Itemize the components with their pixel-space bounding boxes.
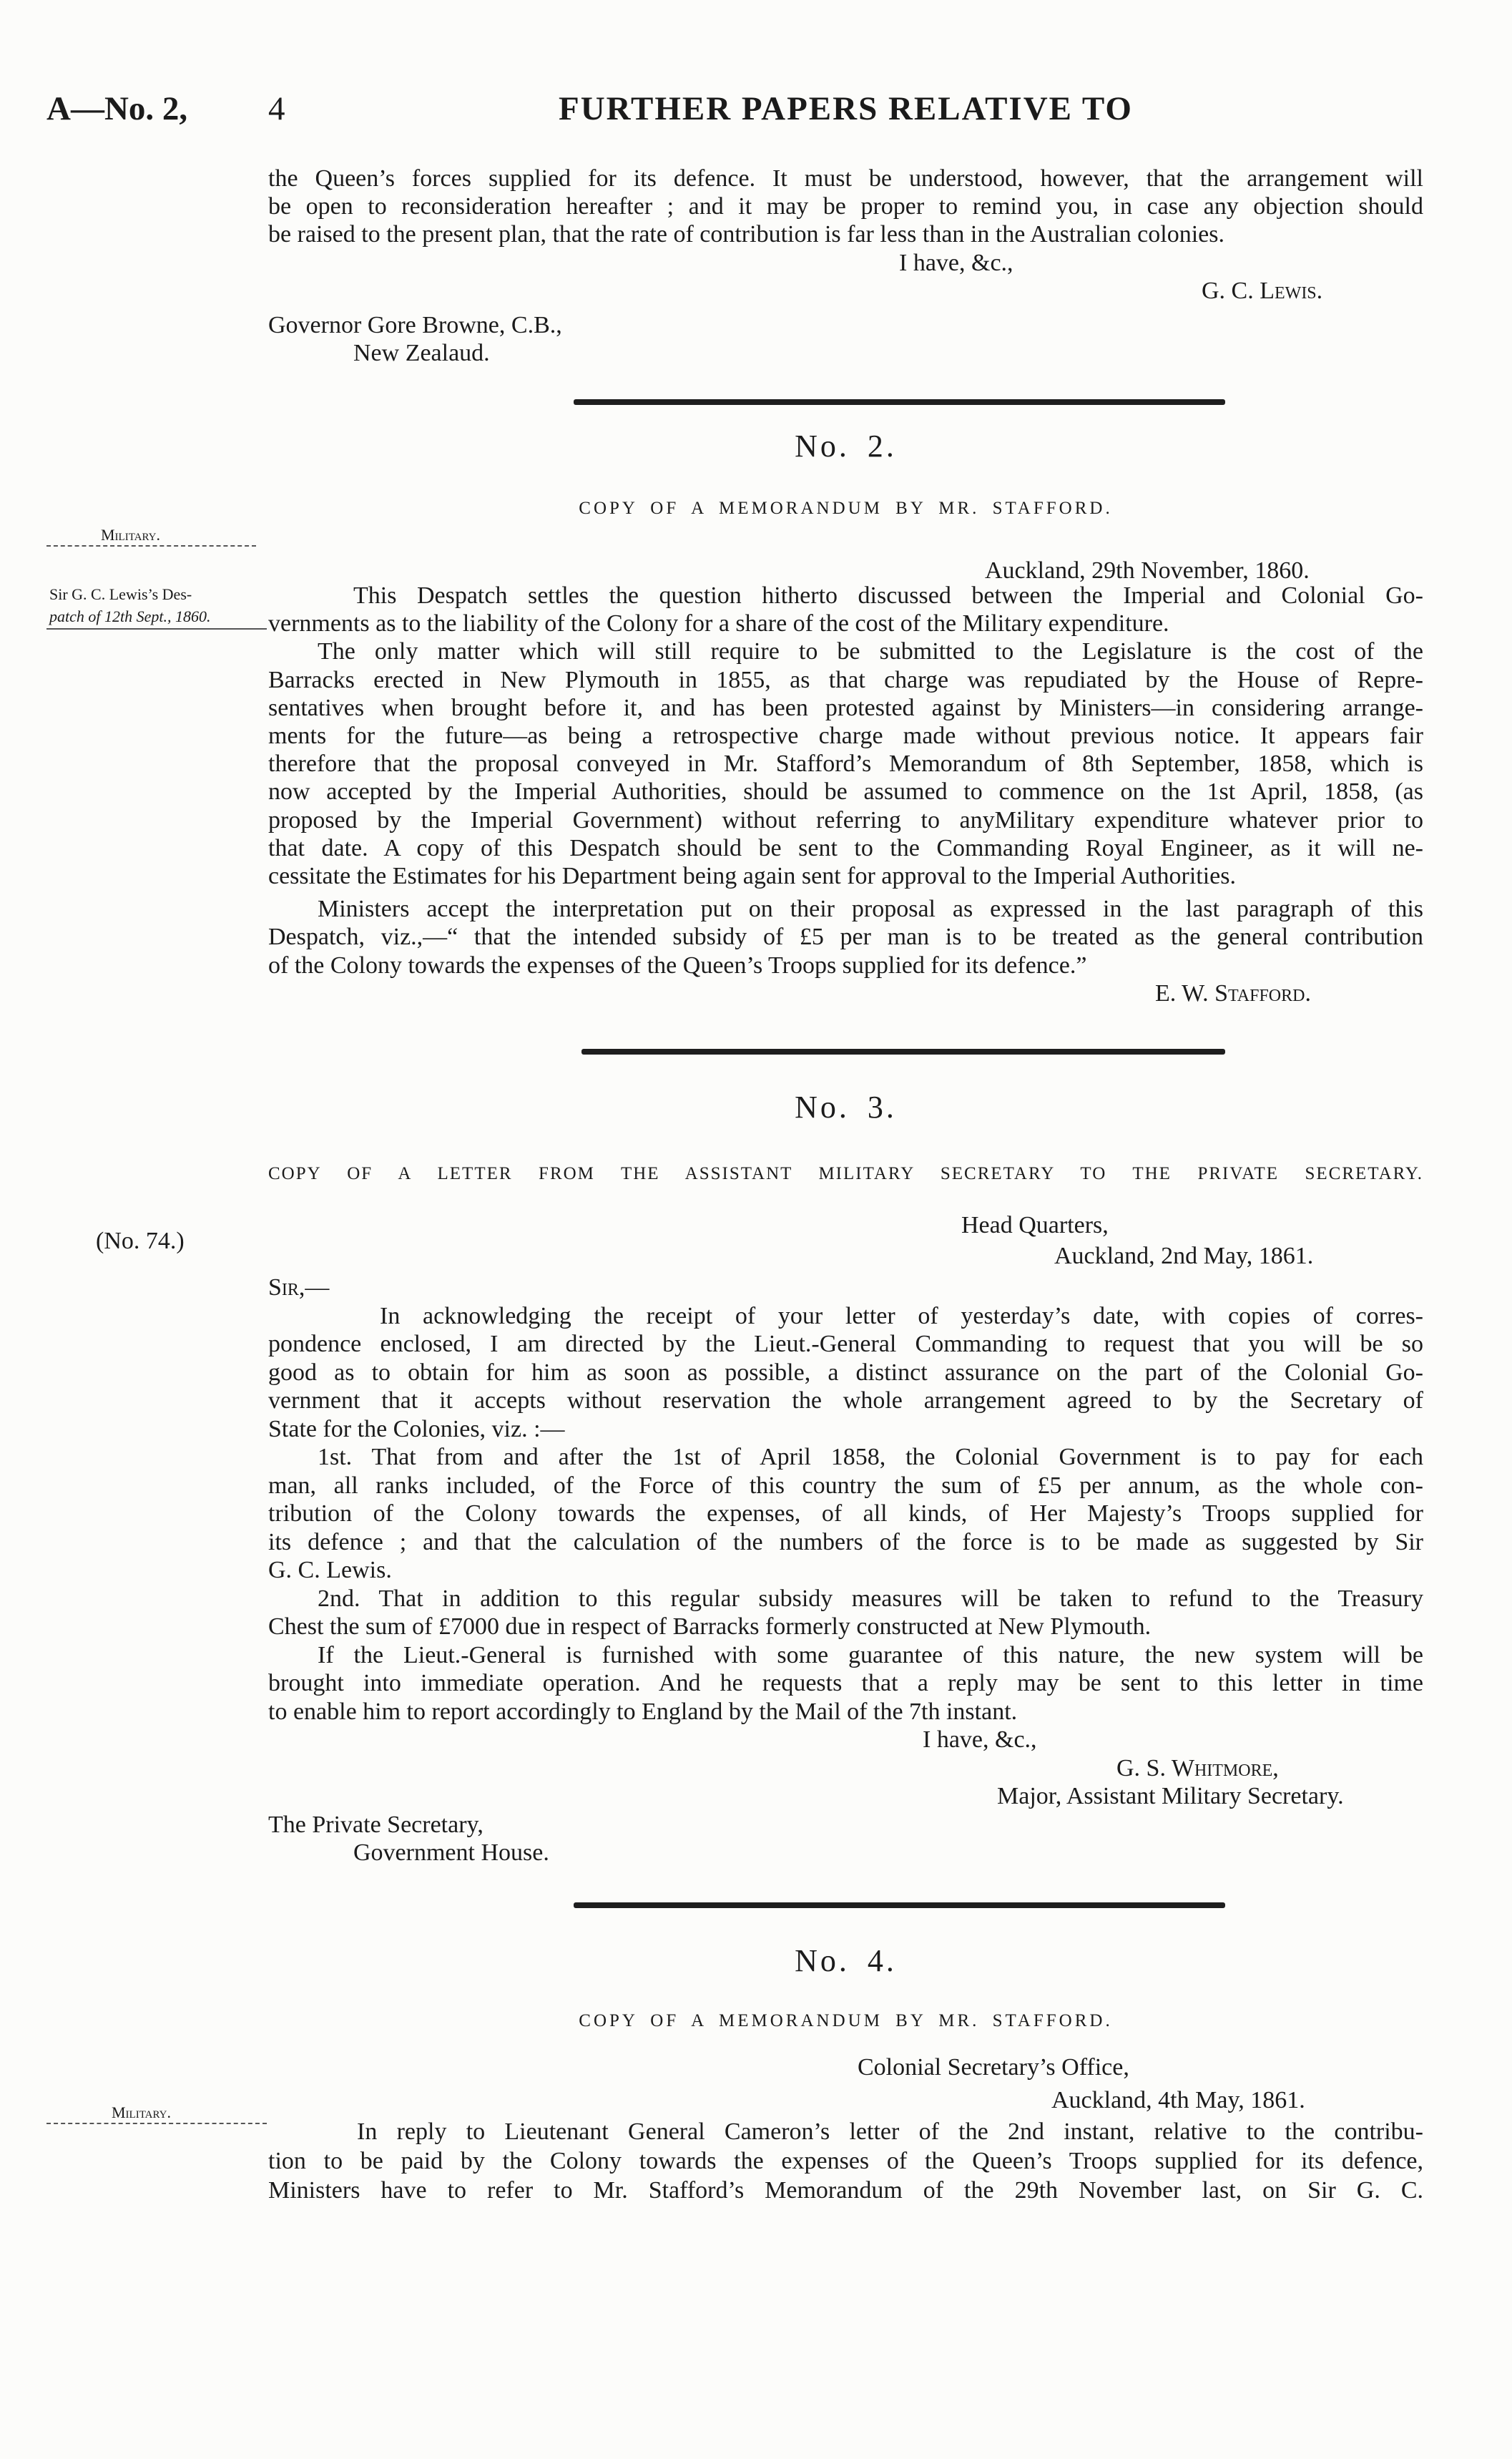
continued-despatch (268, 165, 1423, 367)
text-line: vernment that it accepts without reservation the whole arrangement agreed to by the Secretary of (268, 1387, 1423, 1414)
document-number: No. 4. (795, 1943, 897, 1978)
margin-note-reference: (No. 74.) (96, 1228, 185, 1254)
paragraph (268, 895, 1423, 979)
document-number: No. 2. (795, 429, 897, 464)
text-line: that date. A copy of this Despatch should be sent to the Commanding Royal Engineer, as it will ne- (268, 834, 1423, 861)
document-heading: COPY OF A LETTER FROM THE ASSISTANT MILITARY SECRETARY TO THE PRIVATE SECRETARY. (268, 1164, 1423, 1183)
dateline: Colonial Secretary’s Office, (858, 2054, 1129, 2081)
document-heading: COPY OF A MEMORANDUM BY MR. STAFFORD. (579, 2011, 1113, 2030)
text-line: If the Lieut.-General is furnished with some guarantee of this nature, the new system will be (318, 1641, 1423, 1668)
addressee-line: Government House. (353, 1839, 549, 1866)
text-line: Barracks erected in New Plymouth in 1855, as that charge was repudiated by the House of Repre- (268, 666, 1423, 693)
text-line: vernments as to the liability of the Colony for a share of the cost of the Military expenditure. (268, 610, 1169, 637)
closing: I have, &c., (923, 1726, 1037, 1753)
text-line: brought into immediate operation. And he requests that a reply may be sent to this letter in time (268, 1670, 1423, 1696)
text-line: G. C. Lewis. (268, 1557, 392, 1583)
margin-note-line: Sir G. C. Lewis’s Des- (49, 585, 192, 603)
text-line: be open to reconsideration hereafter ; and it may be proper to remind you, in case any objection should (268, 193, 1423, 220)
text-line: man, all ranks included, of the Force of this country the sum of £5 per annum, as the whole con- (268, 1472, 1423, 1499)
memorandum-body (268, 2117, 1423, 2205)
margin-rule (46, 628, 267, 630)
text-line: sentatives when brought before it, and has been protested against by Ministers—in considering arrange- (268, 694, 1423, 721)
text-line: The only matter which will still require to be submitted to the Legislature is the cost of the (318, 638, 1423, 665)
signature: G. C. Lewis. (1202, 277, 1323, 304)
section-divider (574, 399, 1225, 405)
text-line: State for the Colonies, viz. :— (268, 1415, 565, 1442)
text-line: cessitate the Estimates for his Department being again sent for approval to the Imperial Authorities. (268, 863, 1236, 890)
addressee-line: New Zealaud. (353, 340, 490, 367)
addressee-line: Governor Gore Browne, C.B., (268, 312, 562, 339)
text-line: to enable him to report accordingly to England by the Mail of the 7th instant. (268, 1698, 1018, 1725)
text-line: its defence ; and that the calculation of the numbers of the force is to be made as suggested by Sir (268, 1528, 1423, 1555)
text-line: pondence enclosed, I am directed by the Lieut.-General Commanding to request that you will be so (268, 1331, 1423, 1357)
dateline: Head Quarters, (961, 1212, 1109, 1238)
text-line: This Despatch settles the question hitherto discussed between the Imperial and Colonial Go- (353, 582, 1423, 609)
paragraph (268, 1641, 1423, 1726)
document-heading: COPY OF A MEMORANDUM BY MR. STAFFORD. (579, 499, 1113, 518)
text-line: 2nd. That in addition to this regular subsidy measures will be taken to refund to the Treasury (318, 1585, 1423, 1612)
margin-rule (46, 2123, 267, 2124)
paragraph (268, 637, 1423, 890)
text-line: In reply to Lieutenant General Cameron’s letter of the 2nd instant, relative to the contribu- (357, 2118, 1423, 2145)
text-line: good as to obtain for him as soon as possible, a distinct assurance on the part of the Colonial Go- (268, 1359, 1423, 1386)
text-line: proposed by the Imperial Government) without referring to anyMilitary expenditure whatever prior to (268, 806, 1423, 833)
paragraph (268, 165, 1423, 249)
text-line: ments for the future—as being a retrospective charge made without previous notice. It appears fair (268, 723, 1423, 750)
text-line: tion to be paid by the Colony towards the expenses of the Queen’s Troops supplied for its defence, (268, 2148, 1423, 2174)
page-header (0, 89, 1512, 129)
margin-note-category: Military. (112, 2103, 172, 2121)
letter-body (268, 1274, 1423, 1867)
text-line: be raised to the present plan, that the rate of contribution is far less than in the Australian colonies. (268, 221, 1224, 248)
memorandum-body (268, 582, 1423, 1007)
dateline: Auckland, 2nd May, 1861. (1054, 1243, 1314, 1269)
signature: E. W. Stafford. (1155, 979, 1311, 1007)
addressee-line: The Private Secretary, (268, 1811, 483, 1838)
page-title: FURTHER PAPERS RELATIVE TO (559, 90, 1133, 127)
dateline: Auckland, 29th November, 1860. (985, 557, 1310, 584)
text-line: Ministers have to refer to Mr. Stafford’s Memorandum of the 29th November last, on Sir G. C. (268, 2177, 1423, 2204)
paragraph (268, 582, 1423, 637)
salutation: Sir,— (268, 1274, 330, 1301)
signature: G. S. Whitmore, (1116, 1754, 1279, 1781)
document-number: No. 3. (795, 1090, 897, 1125)
margin-note-category: Military. (101, 526, 161, 544)
dateline: Auckland, 4th May, 1861. (1051, 2087, 1305, 2113)
margin-note-line: patch of 12th Sept., 1860. (49, 607, 211, 625)
text-line: now accepted by the Imperial Authorities, should be assumed to commence on the 1st April, 1858, (as (268, 778, 1423, 806)
section-divider (581, 1049, 1225, 1055)
closing: I have, &c., (899, 249, 1013, 276)
text-line: Ministers accept the interpretation put on their proposal as expressed in the last paragraph of this (318, 896, 1423, 923)
paragraph (268, 1302, 1423, 1444)
paragraph (268, 1585, 1423, 1641)
text-line: In acknowledging the receipt of your letter of yesterday’s date, with copies of corres- (380, 1302, 1423, 1329)
text-line: tribution of the Colony towards the expenses, of all kinds, of Her Majesty’s Troops supplied for (268, 1500, 1423, 1527)
section-divider (574, 1902, 1225, 1908)
page-number: 4 (268, 90, 285, 127)
series-label: A—No. 2, (46, 90, 188, 127)
margin-note-reference (49, 583, 210, 627)
signature-title: Major, Assistant Military Secretary. (997, 1783, 1344, 1809)
margin-rule (46, 545, 256, 547)
paragraph (268, 2117, 1423, 2205)
text-line: therefore that the proposal conveyed in Mr. Stafford’s Memorandum of 8th September, 1858, which is (268, 751, 1423, 778)
paragraph (268, 1443, 1423, 1585)
text-line: Chest the sum of £7000 due in respect of Barracks formerly constructed at New Plymouth. (268, 1613, 1152, 1640)
text-line: of the Colony towards the expenses of the Queen’s Troops supplied for its defence.” (268, 952, 1087, 979)
text-line: the Queen’s forces supplied for its defence. It must be understood, however, that the arrangement will (268, 165, 1423, 192)
text-line: Despatch, viz.,—“ that the intended subsidy of £5 per man is to be treated as the general contribution (268, 924, 1423, 951)
text-line: 1st. That from and after the 1st of April 1858, the Colonial Government is to pay for each (318, 1444, 1423, 1470)
